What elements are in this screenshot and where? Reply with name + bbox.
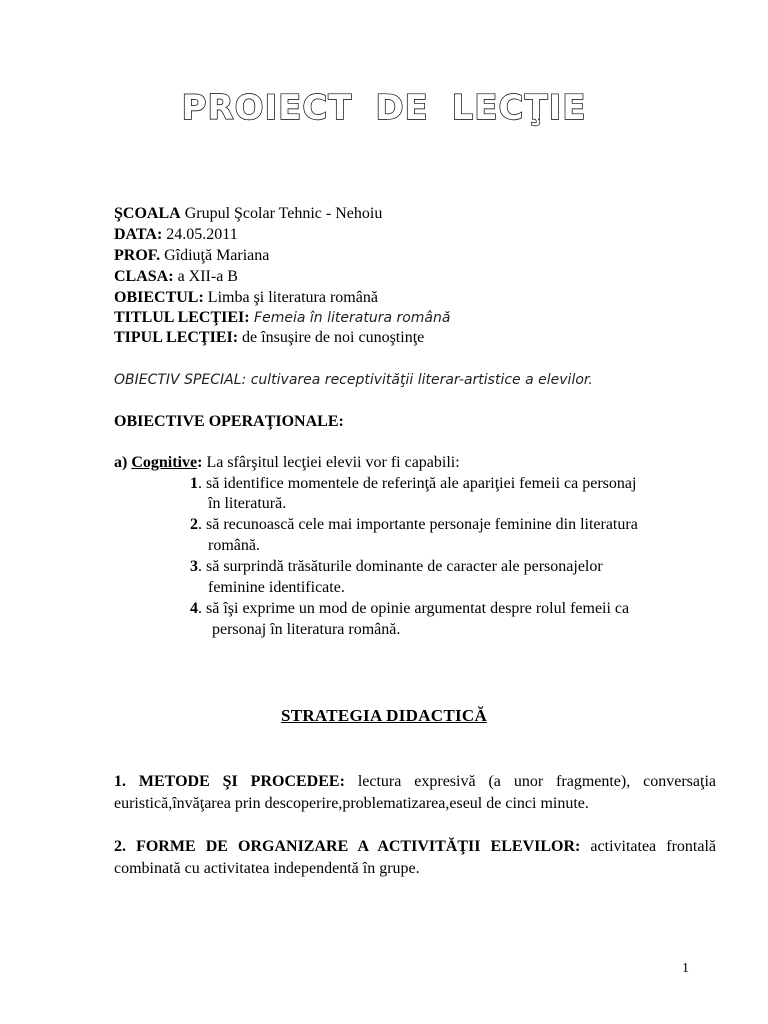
titlul-label: TITLUL LECŢIEI: <box>114 309 250 326</box>
info-data <box>114 225 238 245</box>
obiectul-label: OBIECTUL: <box>114 289 204 306</box>
list-item <box>190 599 629 619</box>
tipul-value: de însuşire de noi cunoştinţe <box>238 329 425 346</box>
forms-paragraph <box>114 836 716 880</box>
scoala-label: ŞCOALA <box>114 205 181 222</box>
list-item-number: 4 <box>190 600 198 617</box>
methods-paragraph <box>114 771 716 815</box>
list-item-continuation: feminine identificate. <box>208 579 345 596</box>
obiectul-value: Limba şi literatura română <box>203 289 378 306</box>
tipul-label: TIPUL LECŢIEI: <box>114 329 239 346</box>
methods-label: 1. METODE ŞI PROCEDEE: <box>114 773 345 790</box>
info-prof <box>114 246 269 266</box>
list-item-continuation: în literatură. <box>208 495 287 512</box>
clasa-value: a XII-a B <box>173 268 238 285</box>
info-titlul <box>114 308 450 328</box>
scoala-value: Grupul Şcolar Tehnic - Nehoiu <box>180 205 383 222</box>
data-value: 24.05.2011 <box>162 226 238 243</box>
info-scoala <box>114 204 382 224</box>
info-clasa <box>114 267 238 287</box>
methods-text: lectura expresivă (a unor fragmente), conversaţia euristică,învăţarea prin descoperire,problematizarea,eseul de cinci minute. <box>114 773 716 812</box>
forms-label: 2. FORME DE ORGANIZARE A ACTIVITĂŢII ELEVILOR: <box>114 838 581 855</box>
data-label: DATA: <box>114 226 163 243</box>
cognitive-intro <box>114 453 460 473</box>
cognitive-colon: : <box>197 454 203 471</box>
operational-heading: OBIECTIVE OPERAŢIONALE: <box>114 413 344 430</box>
list-item <box>190 515 638 535</box>
strategy-heading: STRATEGIA DIDACTICĂ <box>280 706 488 725</box>
list-item <box>190 557 603 577</box>
cognitive-prefix: a) <box>114 454 132 471</box>
objective-special: OBIECTIV SPECIAL: cultivarea receptivităţii literar-artistice a elevilor. <box>114 372 593 388</box>
cognitive-intro-text: La sfârşitul lecţiei elevii vor fi capabili: <box>202 454 460 471</box>
list-item-continuation: română. <box>208 537 260 554</box>
info-obiectul <box>114 288 378 308</box>
cognitive-label: Cognitive <box>131 454 198 471</box>
list-item-number: 1 <box>190 475 198 492</box>
list-item-continuation: personaj în literatura română. <box>212 621 401 638</box>
list-item-text: . să surprindă trăsăturile dominante de caracter ale personajelor <box>198 558 603 575</box>
list-item-number: 2 <box>190 516 198 533</box>
prof-label: PROF. <box>114 247 161 264</box>
list-item-text: . să identifice momentele de referinţă ale apariţiei femeii ca personaj <box>198 475 637 492</box>
document-title: PROIECT DE LECŢIE <box>181 88 587 128</box>
list-item <box>190 474 636 494</box>
clasa-label: CLASA: <box>114 268 174 285</box>
prof-value: Gîdiuţă Mariana <box>160 247 270 264</box>
forms-text: activitatea frontală combinată cu activitatea independentă în grupe. <box>114 838 716 877</box>
titlul-value: Femeia în literatura română <box>249 310 451 326</box>
list-item-text: . să îşi exprime un mod de opinie argumentat despre rolul femeii ca <box>198 600 630 617</box>
info-tipul <box>114 328 424 348</box>
page-number: 1 <box>682 961 689 976</box>
list-item-text: . să recunoască cele mai importante personaje feminine din literatura <box>198 516 638 533</box>
list-item-number: 3 <box>190 558 198 575</box>
